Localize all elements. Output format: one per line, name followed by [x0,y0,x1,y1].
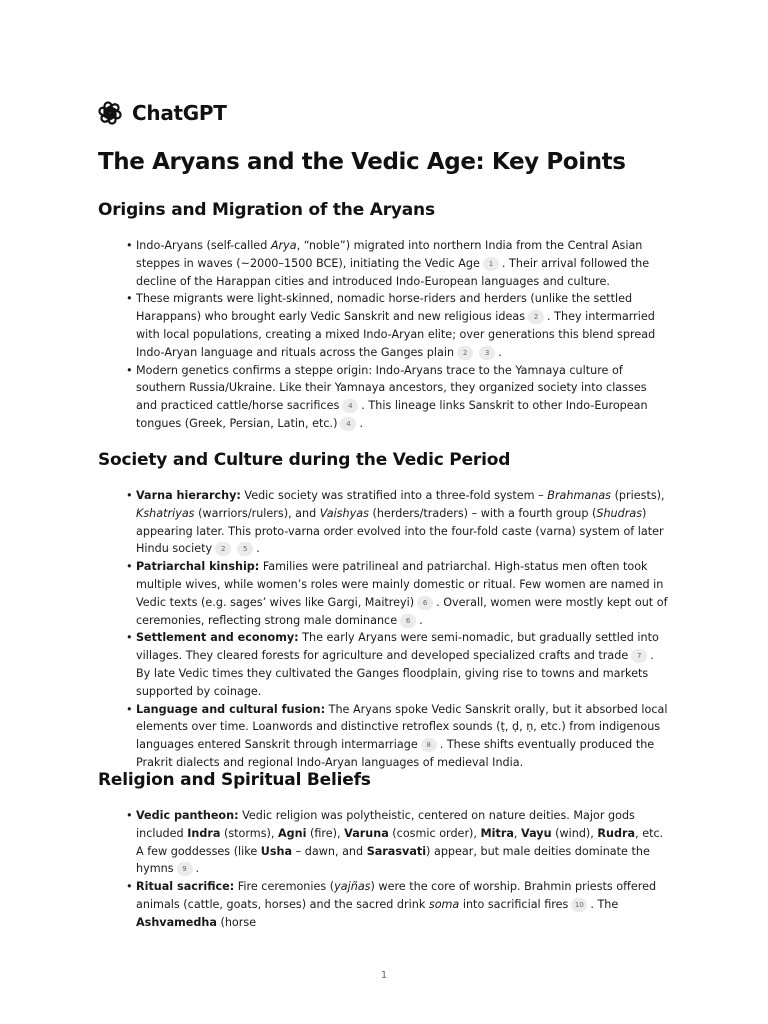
section-heading-origins: Origins and Migration of the Aryans [98,200,435,220]
openai-logo-icon [97,100,123,126]
list-item: • Indo-Aryans (self-called Arya, “noble”) migrated into northern India from the Central Asian steppes in waves (~2000–1500 BCE), initiating the Vedic Age 1 . Their arrival followed the decline of the Harappan cities and introduced Indo-European languages and culture. [126,237,671,290]
list-item: • Patriarchal kinship: Families were patrilineal and patriarchal. High-status men often took multiple wives, while women’s roles were mainly domestic or ritual. Few women are named in Vedic texts (e.g. sages’ wives like Gargi, Maitreyi) 6 . Overall, women were mostly kept out of ceremonies, reflecting strong male dominance 6 . [126,558,671,629]
citation-badge[interactable]: 2 [215,542,231,556]
origins-list [126,237,671,433]
citation-badge[interactable]: 4 [342,399,358,413]
citation-badge[interactable]: 3 [479,346,495,360]
citation-badge[interactable]: 5 [237,542,253,556]
list-item: • Varna hierarchy: Vedic society was stratified into a three-fold system – Brahmanas (priests), Kshatriyas (warriors/rulers), and Vaishyas (herders/traders) – with a fourth group (Shudras) appearing later. This proto-varna order evolved into the four-fold caste (varna) system of later Hindu society 2 5 . [126,487,671,558]
citation-badge[interactable]: 2 [457,346,473,360]
citation-badge[interactable]: 4 [340,417,356,431]
document-title: The Aryans and the Vedic Age: Key Points [98,149,626,175]
citation-badge[interactable]: 2 [528,310,544,324]
citation-badge[interactable]: 7 [631,649,647,663]
list-item: • These migrants were light-skinned, nomadic horse-riders and herders (unlike the settled Harappans) who brought early Vedic Sanskrit and new religious ideas 2 . They intermarried with local populations, creating a mixed Indo-Aryan elite; over generations this blend spread Indo-Aryan language and rituals across the Ganges plain 2 3 . [126,290,671,361]
list-item: • Ritual sacrifice: Fire ceremonies (yajñas) were the core of worship. Brahmin priests offered animals (cattle, goats, horses) and the sacred drink soma into sacrificial fires 10 . The Ashvamedha (horse [126,878,671,931]
religion-list [126,807,671,932]
section-heading-religion: Religion and Spiritual Beliefs [98,770,371,790]
citation-badge[interactable]: 6 [417,596,433,610]
citation-badge[interactable]: 10 [571,898,587,912]
brand-header [97,100,227,126]
citation-badge[interactable]: 6 [400,614,416,628]
brand-name: ChatGPT [132,101,227,125]
citation-badge[interactable]: 1 [483,257,499,271]
citation-badge[interactable]: 9 [177,862,193,876]
citation-badge[interactable]: 8 [421,738,437,752]
list-item: • Language and cultural fusion: The Aryans spoke Vedic Sanskrit orally, but it absorbed local elements over time. Loanwords and distinctive retroflex sounds (ṭ, ḍ, ṇ, etc.) from indigenous languages entered Sanskrit through intermarriage 8 . These shifts eventually produced the Prakrit dialects and regional Indo-Aryan languages of medieval India. [126,701,671,772]
list-item: • Vedic pantheon: Vedic religion was polytheistic, centered on nature deities. Major gods included Indra (storms), Agni (fire), Varuna (cosmic order), Mitra, Vayu (wind), Rudra, etc. A few goddesses (like Usha – dawn, and Sarasvati) appear, but male deities dominate the hymns 9 . [126,807,671,878]
list-item: • Modern genetics confirms a steppe origin: Indo-Aryans trace to the Yamnaya culture of southern Russia/Ukraine. Like their Yamnaya ancestors, they organized society into classes and practiced cattle/horse sacrifices 4 . This lineage links Sanskrit to other Indo-European tongues (Greek, Persian, Latin, etc.) 4 . [126,362,671,433]
page-number: 1 [380,970,388,981]
section-heading-society: Society and Culture during the Vedic Period [98,450,511,470]
society-list [126,487,671,772]
list-item: • Settlement and economy: The early Aryans were semi-nomadic, but gradually settled into villages. They cleared forests for agriculture and developed specialized crafts and trade 7 . By late Vedic times they cultivated the Ganges floodplain, giving rise to towns and markets supported by coinage. [126,629,671,700]
